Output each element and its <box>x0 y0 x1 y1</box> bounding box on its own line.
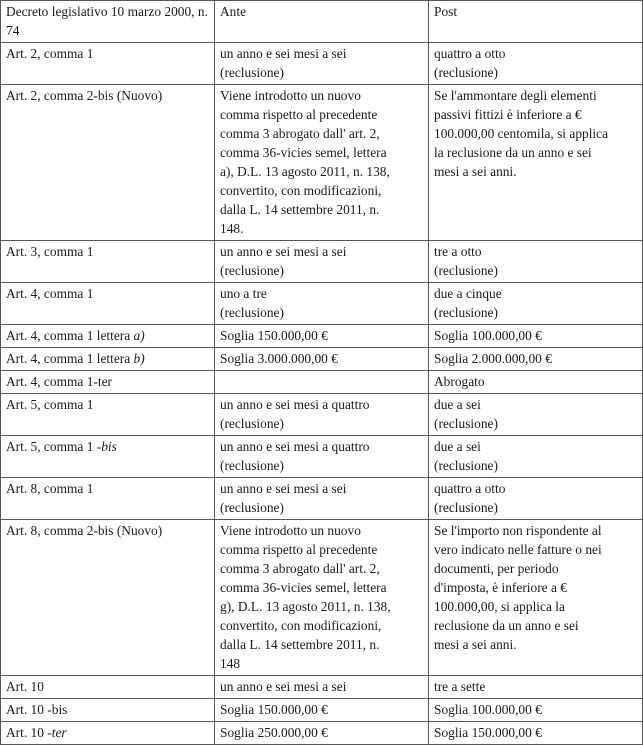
article-italic-suffix: -ter <box>47 725 67 740</box>
cell-article <box>1 676 215 699</box>
cell-post: due a sei (reclusione) <box>429 394 643 436</box>
article-label: Art. 10 <box>6 725 48 740</box>
cell-article <box>1 283 215 325</box>
cell-ante: un anno e sei mesi a sei <box>215 676 429 699</box>
table-row <box>1 394 643 436</box>
article-label: Art. 4, comma 1 lettera <box>6 328 134 343</box>
cell-article <box>1 520 215 676</box>
cell-post: Se l'importo non rispondente al vero indicato nelle fatture o nei documenti, per periodo d'imposta, è inferiore a € 100.000,00, si applica la reclusione da un anno e sei mesi a sei anni. <box>429 520 643 676</box>
cell-article <box>1 478 215 520</box>
cell-article <box>1 348 215 371</box>
article-italic-suffix: a) <box>133 328 145 343</box>
table-row <box>1 348 643 371</box>
cell-ante: un anno e sei mesi a quattro (reclusione) <box>215 436 429 478</box>
cell-ante: un anno e sei mesi a quattro (reclusione) <box>215 394 429 436</box>
table-row <box>1 520 643 676</box>
article-label: Art. 4, comma 1-ter <box>6 374 112 389</box>
article-label: Art. 5, comma 1 <box>6 397 94 412</box>
cell-article <box>1 722 215 745</box>
table-row <box>1 43 643 85</box>
cell-ante: Viene introdotto un nuovo comma rispetto al precedente comma 3 abrogato dall' art. 2, comma 36-vicies semel, lettera a), D.L. 13 agosto 2011, n. 138, convertito, con modificazioni, dalla L. 14 settembre 2011, n. 148. <box>215 85 429 241</box>
table-row <box>1 436 643 478</box>
article-label: Art. 3, comma 1 <box>6 244 94 259</box>
cell-article <box>1 325 215 348</box>
header-post: Post <box>429 1 643 43</box>
table-row <box>1 478 643 520</box>
cell-article <box>1 436 215 478</box>
cell-post: Soglia 100.000,00 € <box>429 699 643 722</box>
article-italic-suffix: -bis <box>96 439 117 454</box>
cell-post: tre a otto (reclusione) <box>429 241 643 283</box>
article-label: Art. 2, comma 1 <box>6 46 94 61</box>
cell-post: quattro a otto (reclusione) <box>429 478 643 520</box>
cell-ante: Soglia 250.000,00 € <box>215 722 429 745</box>
cell-article <box>1 394 215 436</box>
article-label: Art. 10 <box>6 679 44 694</box>
table-row <box>1 241 643 283</box>
cell-article <box>1 85 215 241</box>
article-label: Art. 4, comma 1 lettera <box>6 351 134 366</box>
article-label: Art. 2, comma 2-bis (Nuovo) <box>6 88 163 103</box>
header-row <box>1 1 643 43</box>
table-row <box>1 676 643 699</box>
table-row <box>1 85 643 241</box>
cell-post: Se l'ammontare degli elementi passivi fittizi è inferiore a € 100.000,00 centomila, si applica la reclusione da un anno e sei mesi a sei anni. <box>429 85 643 241</box>
cell-post: Soglia 2.000.000,00 € <box>429 348 643 371</box>
cell-post: Soglia 150.000,00 € <box>429 722 643 745</box>
article-label: Art. 8, comma 1 <box>6 481 94 496</box>
cell-ante: Soglia 150.000,00 € <box>215 699 429 722</box>
table-body <box>1 43 643 745</box>
table-row <box>1 699 643 722</box>
header-article: Decreto legislativo 10 marzo 2000, n. 74 <box>1 1 215 43</box>
cell-post: quattro a otto (reclusione) <box>429 43 643 85</box>
cell-post: tre a sette <box>429 676 643 699</box>
table-row <box>1 371 643 394</box>
article-italic-suffix: b) <box>133 351 145 366</box>
article-label: Art. 5, comma 1 <box>6 439 97 454</box>
cell-ante: un anno e sei mesi a sei (reclusione) <box>215 43 429 85</box>
cell-article <box>1 43 215 85</box>
article-label: Art. 8, comma 2-bis (Nuovo) <box>6 523 163 538</box>
cell-post: Abrogato <box>429 371 643 394</box>
cell-ante: Viene introdotto un nuovo comma rispetto al precedente comma 3 abrogato dall' art. 2, comma 36-vicies semel, lettera g), D.L. 13 agosto 2011, n. 138, convertito, con modificazioni, dalla L. 14 settembre 2011, n. 148 <box>215 520 429 676</box>
cell-ante <box>215 371 429 394</box>
table-row <box>1 325 643 348</box>
cell-ante: Soglia 3.000.000,00 € <box>215 348 429 371</box>
cell-article <box>1 241 215 283</box>
cell-ante: Soglia 150.000,00 € <box>215 325 429 348</box>
cell-ante: un anno e sei mesi a sei (reclusione) <box>215 241 429 283</box>
cell-ante: uno a tre (reclusione) <box>215 283 429 325</box>
cell-ante: un anno e sei mesi a sei (reclusione) <box>215 478 429 520</box>
cell-article <box>1 699 215 722</box>
table-row <box>1 722 643 745</box>
article-label: Art. 4, comma 1 <box>6 286 94 301</box>
cell-post: due a cinque (reclusione) <box>429 283 643 325</box>
cell-article <box>1 371 215 394</box>
article-label: Art. 10 -bis <box>6 702 68 717</box>
header-ante: Ante <box>215 1 429 43</box>
cell-post: Soglia 100.000,00 € <box>429 325 643 348</box>
table-row <box>1 283 643 325</box>
cell-post: due a sei (reclusione) <box>429 436 643 478</box>
